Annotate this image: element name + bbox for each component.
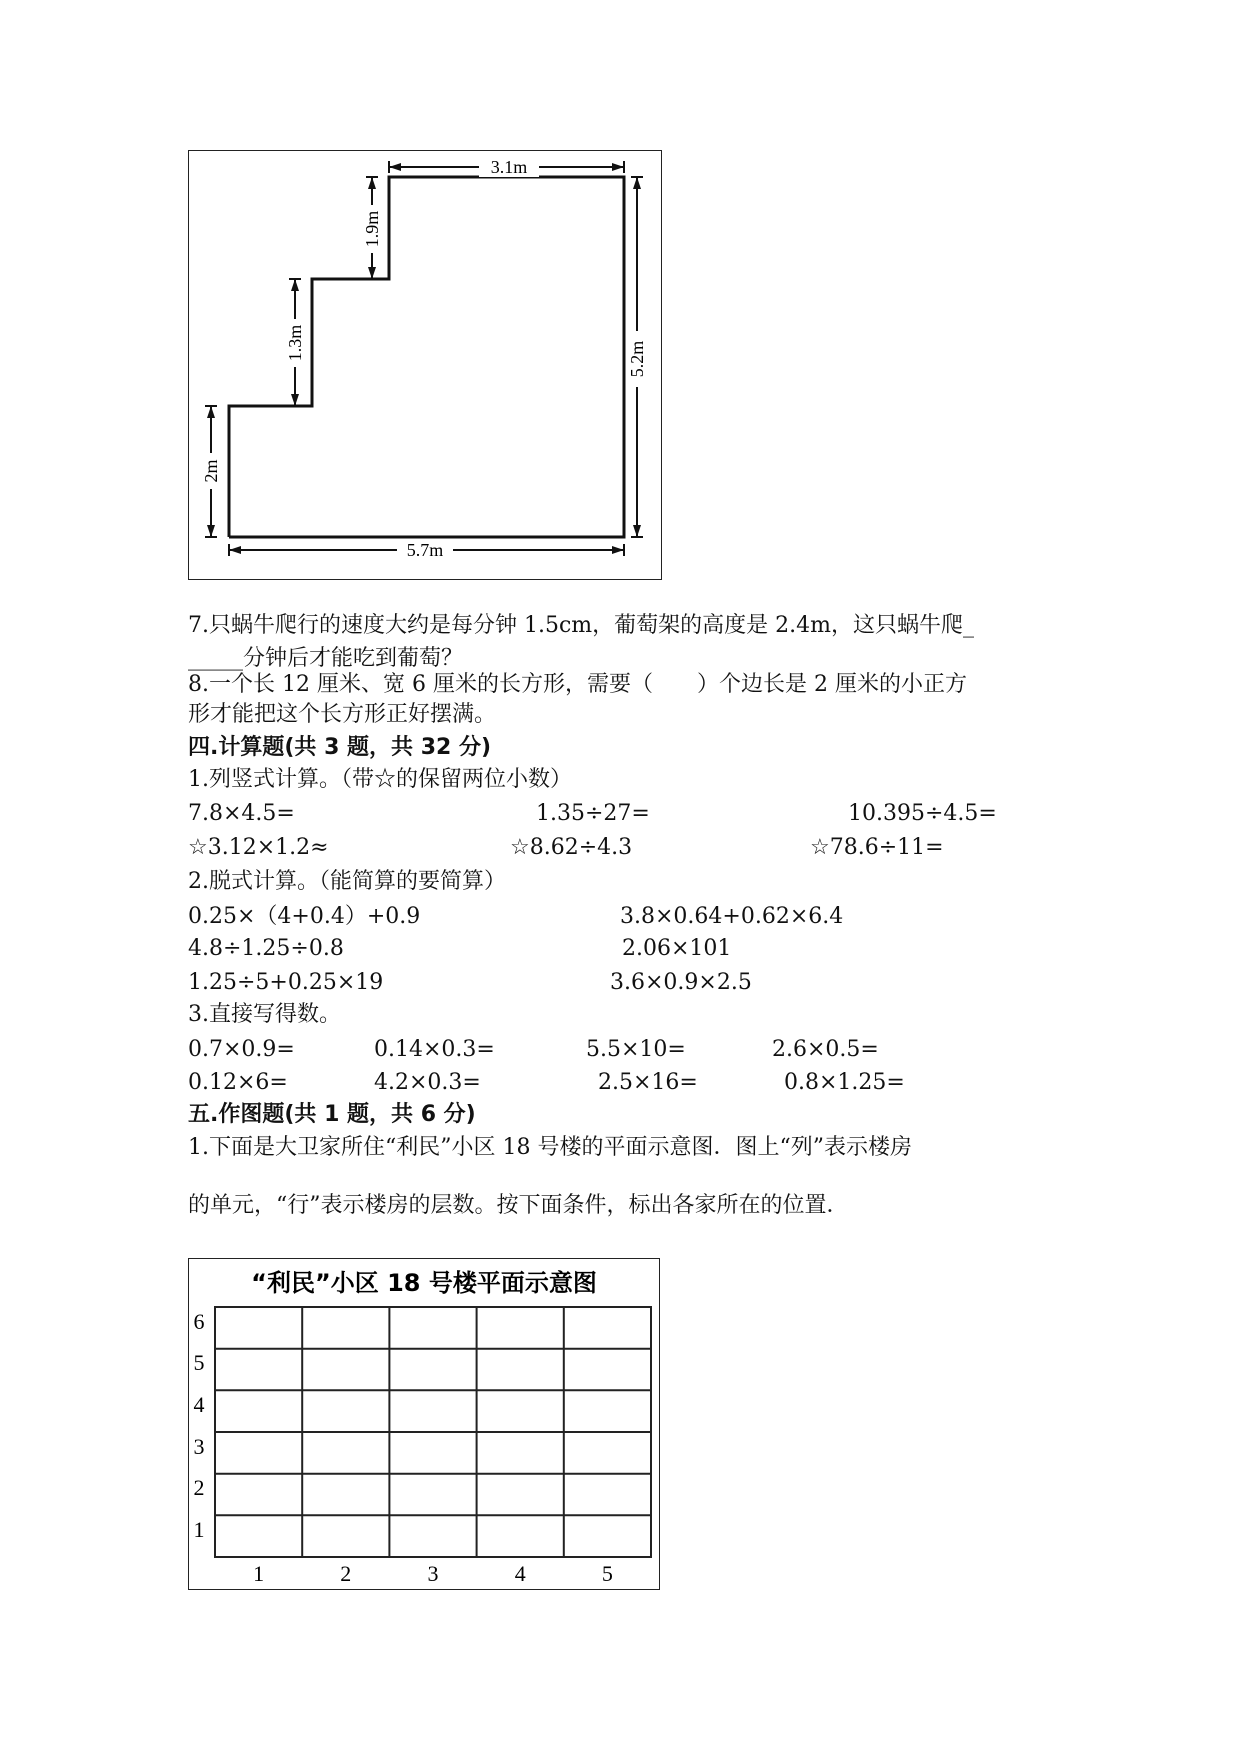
floor-plan-figure bbox=[188, 150, 662, 580]
section-5-problem-1-line-1: 1.下面是大卫家所住“利民”小区 18 号楼的平面示意图．图上“列”表示楼房 bbox=[188, 1135, 912, 1160]
calc-item: 5.5×10= bbox=[586, 1037, 686, 1062]
dim-bottom-label: 5.7m bbox=[406, 540, 444, 560]
calc-item: 0.14×0.3= bbox=[374, 1037, 495, 1062]
dim-step1-label: 1.3m bbox=[285, 324, 305, 362]
calc-item: 0.7×0.9= bbox=[188, 1037, 295, 1062]
building-plan-svg bbox=[189, 1259, 659, 1589]
calc-item: 7.8×4.5= bbox=[188, 801, 295, 826]
col-label: 5 bbox=[601, 1561, 613, 1586]
calc-item: 4.2×0.3= bbox=[374, 1070, 481, 1095]
section-4-problem-3-title: 3.直接写得数。 bbox=[188, 1002, 341, 1027]
building-plan-title: “利民”小区 18 号楼平面示意图 bbox=[251, 1269, 597, 1297]
dim-top-label: 3.1m bbox=[490, 157, 528, 177]
question-8-line-1: 8.一个长 12 厘米、宽 6 厘米的长方形，需要（ ）个边长是 2 厘米的小正方 bbox=[188, 672, 967, 697]
dim-right-label: 5.2m bbox=[627, 340, 647, 378]
row-label: 4 bbox=[193, 1392, 205, 1417]
row-label: 3 bbox=[193, 1434, 205, 1459]
question-7-line-1: 7.只蜗牛爬行的速度大约是每分钟 1.5cm，葡萄架的高度是 2.4m，这只蜗牛爬_ bbox=[188, 613, 974, 638]
section-4-title: 四.计算题(共 3 题，共 32 分) bbox=[188, 735, 492, 760]
calc-item: 3.8×0.64+0.62×6.4 bbox=[620, 904, 844, 929]
col-label: 4 bbox=[514, 1561, 526, 1586]
building-grid bbox=[215, 1307, 651, 1557]
calc-item: 10.395÷4.5= bbox=[848, 801, 997, 826]
calc-item: 2.06×101 bbox=[622, 936, 732, 961]
dim-left-label: 2m bbox=[201, 459, 221, 483]
calc-item: 0.8×1.25= bbox=[784, 1070, 905, 1095]
section-5-problem-1-line-2: 的单元，“行”表示楼房的层数。按下面条件，标出各家所在的位置． bbox=[188, 1193, 849, 1218]
calc-item: 4.8÷1.25÷0.8 bbox=[188, 936, 344, 961]
question-8-line-2: 形才能把这个长方形正好摆满。 bbox=[188, 702, 497, 727]
calc-item: ☆8.62÷4.3 bbox=[510, 835, 633, 860]
row-label: 5 bbox=[193, 1350, 205, 1375]
col-label: 2 bbox=[340, 1561, 352, 1586]
section-5-title: 五.作图题(共 1 题，共 6 分) bbox=[188, 1102, 476, 1127]
calc-item: ☆3.12×1.2≈ bbox=[188, 835, 329, 860]
section-4-problem-1-title: 1.列竖式计算。（带☆的保留两位小数） bbox=[188, 767, 572, 792]
row-label: 6 bbox=[193, 1309, 205, 1334]
building-plan-figure bbox=[188, 1258, 660, 1590]
calc-item: 0.25×（4+0.4）+0.9 bbox=[188, 904, 421, 929]
question-7-line-2: _____分钟后才能吃到葡萄？ bbox=[188, 646, 464, 671]
calc-item: 0.12×6= bbox=[188, 1070, 288, 1095]
calc-item: 3.6×0.9×2.5 bbox=[610, 970, 752, 995]
calc-item: ☆78.6÷11= bbox=[810, 835, 944, 860]
calc-item: 1.25÷5+0.25×19 bbox=[188, 970, 384, 995]
dim-step2-label: 1.9m bbox=[362, 210, 382, 248]
row-label: 1 bbox=[193, 1517, 205, 1542]
floor-plan-svg bbox=[189, 151, 661, 579]
col-label: 3 bbox=[427, 1561, 439, 1586]
calc-item: 2.6×0.5= bbox=[772, 1037, 879, 1062]
section-4-problem-2-title: 2.脱式计算。（能简算的要简算） bbox=[188, 869, 506, 894]
calc-item: 1.35÷27= bbox=[536, 801, 650, 826]
row-label: 2 bbox=[193, 1475, 205, 1500]
col-label: 1 bbox=[253, 1561, 265, 1586]
calc-item: 2.5×16= bbox=[598, 1070, 698, 1095]
